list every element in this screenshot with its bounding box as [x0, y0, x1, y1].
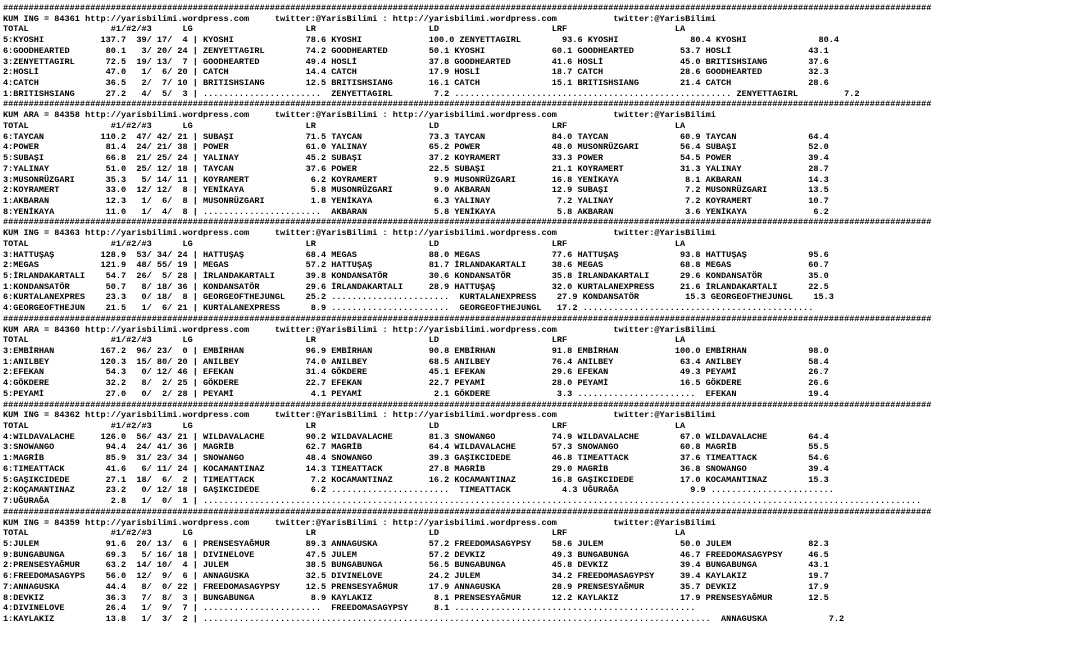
race-header-line: KUM ING = 84362 http://yarisbilimi.wordpress.com twitter:@YarisBilimi : http://yarisbilimi.wordpress.com twitter:@YarisBilimi: [3, 410, 716, 421]
race-row: 6:KURTALANEXPRES 23.3 0/ 18/ 8 | GEORGEOFTHEJUNGL 25.2 ....................... KURTALANEXPRESS 27.9 KONDANSATÖR 15.3 GEORGEOFTHEJUNGL 15.3: [3, 292, 834, 303]
race-row: 1:AKBARAN 12.3 1/ 6/ 8 | MUSONRÜZGARI 1.8 YENİKAYA 6.3 YALINAY 7.2 YALINAY 7.2 KOYRAMERT 10.7: [3, 195, 829, 206]
race-row: 3:HATTUŞAŞ 128.9 53/ 34/ 24 | HATTUŞAŞ 68.4 MEGAS 88.0 MEGAS 77.6 HATTUŞAŞ 93.8 HATTUŞAŞ 95.6: [3, 249, 829, 260]
race-row: 4:CATCH 36.5 2/ 7/ 10 | BRITISHSIANG 12.5 BRITISHSIANG 16.1 CATCH 15.1 BRITISHSIANG 21.4 CATCH 28.6: [3, 78, 829, 89]
race-row: 3:SNOWANGO 94.4 24/ 41/ 36 | MAGRİB 62.7 MAGRİB 64.4 WILDAVALACHE 57.3 SNOWANGO 60.8 MAGRİB 55.5: [3, 442, 829, 453]
race-row: 8:DEVKIZ 36.3 7/ 8/ 3 | BUNGABUNGA 8.9 KAYLAKIZ 8.1 PRENSESYAĞMUR 12.2 KAYLAKIZ 17.9 PRENSESYAĞMUR 12.5: [3, 592, 829, 603]
race-row: 4:POWER 81.4 24/ 21/ 38 | POWER 61.0 YALINAY 65.2 POWER 48.0 MUSONRÜZGARI 56.4 SUBAŞI 52.0: [3, 142, 829, 153]
race-row: 1:ANILBEY 120.3 15/ 80/ 20 | ANILBEY 74.0 ANILBEY 68.5 ANILBEY 76.4 ANILBEY 63.4 ANILBEY 58.4: [3, 356, 829, 367]
race-row: 7:ANNAGUSKA 44.4 8/ 0/ 22 | FREEDOMASAGYPSY 12.5 PRENSESYAĞMUR 17.9 ANNAGUSKA 28.9 PRENSESYAĞMUR 35.7 DEVKIZ 17.9: [3, 581, 829, 592]
race-row: 7:UĞURAĞA 2.8 1/ 0/ 1 | ............................................................................................................................................: [3, 496, 922, 507]
race-row: 6:TIMEATTACK 41.6 6/ 11/ 24 | KOCAMANTINAZ 14.3 TIMEATTACK 27.8 MAGRİB 29.0 MAGRİB 36.8 SNOWANGO 39.4: [3, 463, 829, 474]
race-header-line: KUM ING = 84359 http://yarisbilimi.wordpress.com twitter:@YarisBilimi : http://yarisbilimi.wordpress.com twitter:@YarisBilimi: [3, 517, 716, 528]
race-row: 5:GAŞIKCIDEDE 27.1 18/ 6/ 2 | TIMEATTACK 7.2 KOCAMANTINAZ 16.2 KOCAMANTINAZ 16.8 GAŞIKCIDEDE 17.0 KOCAMANTINAZ 15.3: [3, 474, 829, 485]
race-row: 6:TAYCAN 110.2 47/ 42/ 21 | SUBAŞI 71.5 TAYCAN 73.3 TAYCAN 84.0 TAYCAN 60.9 TAYCAN 64.4: [3, 131, 829, 142]
column-header-line: TOTAL #1/#2/#3 LG LR LD LRF LA: [3, 24, 686, 35]
race-row: 1:MAGRİB 85.9 31/ 23/ 34 | SNOWANGO 48.4 SNOWANGO 39.3 GAŞIKCIDEDE 46.8 TIMEATTACK 37.6 TIMEATTACK 54.6: [3, 453, 829, 464]
separator-line: #####################################################################################################################################################################################: [3, 217, 932, 228]
race-row: 5:PEYAMİ 27.0 0/ 2/ 28 | PEYAMİ 4.1 PEYAMİ 2.1 GÖKDERE 3.3 ....................... EFEKAN 19.4: [3, 388, 829, 399]
race-row: 2:KOÇAMANTINAZ 23.2 0/ 12/ 18 | GAŞIKCIDEDE 6.2 ....................... TIMEATTACK 4.3 UĞURAĞA 9.9 ........................: [3, 485, 834, 496]
race-row: 9:BUNGABUNGA 69.3 5/ 16/ 18 | DIVINELOVE 47.5 JULEM 57.2 DEVKIZ 49.3 BUNGABUNGA 46.7 FREEDOMASAGYPSY 46.5: [3, 549, 829, 560]
race-row: 2:HOSLİ 47.0 1/ 6/ 20 | CATCH 14.4 CATCH 17.9 HOSLİ 18.7 CATCH 28.6 GOODHEARTED 32.3: [3, 67, 829, 78]
column-header-line: TOTAL #1/#2/#3 LG LR LD LRF LA: [3, 528, 686, 539]
separator-line: #####################################################################################################################################################################################: [3, 313, 932, 324]
column-header-line: TOTAL #1/#2/#3 LG LR LD LRF LA: [3, 120, 686, 131]
race-row: 1:KAYLAKIZ 13.8 1/ 3/ 2 | ................................................................................................... ANNAGUSKA 7.2: [3, 613, 845, 624]
race-row: 4:DIVINELOVE 26.4 1/ 9/ 7 | ....................... FREEDOMASAGYPSY 8.1 ...............................................: [3, 603, 701, 614]
race-row: 2:KOYRAMERT 33.0 12/ 12/ 8 | YENİKAYA 5.8 MUSONRÜZGARI 9.0 AKBARAN 12.9 SUBAŞI 7.2 MUSONRÜZGARI 13.5: [3, 185, 829, 196]
race-row: 5:JULEM 91.6 20/ 13/ 6 | PRENSESYAĞMUR 89.3 ANNAGUSKA 57.2 FREEDOMASAGYPSY 58.6 JULEM 50.0 JULEM 82.3: [3, 538, 829, 549]
separator-line: #####################################################################################################################################################################################: [3, 3, 932, 13]
race-row: 3:MUSONRÜZGARI 35.3 5/ 14/ 11 | KOYRAMERT 6.2 KOYRAMERT 9.9 MUSONRÜZGARI 16.8 YENİKAYA 8.1 AKBARAN 14.3: [3, 174, 829, 185]
race-row: 5:İRLANDAKARTALI 54.7 26/ 5/ 28 | İRLANDAKARTALI 39.8 KONDANSATÖR 30.6 KONDANSATÖR 35.8 İRLANDAKARTALI 29.6 KONDANSATÖR 35.0: [3, 270, 829, 281]
race-row: 2:EFEKAN 54.3 0/ 12/ 46 | EFEKAN 31.4 GÖKDERE 45.1 EFEKAN 29.6 EFEKAN 49.3 PEYAMİ 26.7: [3, 367, 829, 378]
race-header-line: KUM ARA = 84358 http://yarisbilimi.wordpress.com twitter:@YarisBilimi : http://yarisbilimi.wordpress.com twitter:@YarisBilimi: [3, 110, 716, 121]
separator-line: #####################################################################################################################################################################################: [3, 506, 932, 517]
column-header-line: TOTAL #1/#2/#3 LG LR LD LRF LA: [3, 335, 686, 346]
race-row: 6:FREEDOMASAGYPS 56.0 12/ 9/ 6 | ANNAGUSKA 32.5 DIVINELOVE 24.2 JULEM 34.2 FREEDOMASAGYPSY 39.4 KAYLAKIZ 19.7: [3, 571, 829, 582]
race-row: 2:PRENSESYAĞMUR 63.2 14/ 10/ 4 | JULEM 38.5 BUNGABUNGA 56.5 BUNGABUNGA 45.8 DEVKIZ 39.4 BUNGABUNGA 43.1: [3, 560, 829, 571]
race-header-line: KUM ING = 84363 http://yarisbilimi.wordpress.com twitter:@YarisBilimi : http://yarisbilimi.wordpress.com twitter:@YarisBilimi: [3, 228, 716, 239]
race-row: 7:YALINAY 51.0 25/ 12/ 18 | TAYCAN 37.6 POWER 22.5 SUBAŞI 21.1 KOYRAMERT 31.3 YALINAY 28.7: [3, 163, 829, 174]
race-row: 8:YENİKAYA 11.0 1/ 4/ 8 | ....................... AKBARAN 5.8 YENİKAYA 5.8 AKBARAN 3.6 YENİKAYA 6.2: [3, 206, 829, 217]
race-row: 4:GEORGEOFTHEJUN 21.5 1/ 6/ 21 | KURTALANEXPRESS 8.9 ....................... GEORGEOFTHEJUNGL 17.2 .............................................: [3, 303, 814, 314]
race-row: 6:GOODHEARTED 80.1 3/ 20/ 24 | ZENYETTAGIRL 74.2 GOODHEARTED 50.1 KYOSHI 60.1 GOODHEARTED 53.7 HOSLİ 43.1: [3, 45, 829, 56]
race-row: 1:BRITISHSIANG 27.2 4/ 5/ 3 | ....................... ZENYETTAGIRL 7.2 ...................................................... ZENYETTAGIRL 7.2: [3, 88, 860, 99]
race-row: 4:WILDAVALACHE 126.0 56/ 43/ 21 | WILDAVALACHE 90.2 WILDAVALACHE 81.3 SNOWANGO 74.9 WILDAVALACHE 67.0 WILDAVALACHE 64.4: [3, 431, 829, 442]
race-row: 5:SUBAŞI 66.8 21/ 25/ 24 | YALINAY 45.2 SUBAŞI 37.2 KOYRAMERT 33.3 POWER 54.5 POWER 39.4: [3, 153, 829, 164]
separator-line: #####################################################################################################################################################################################: [3, 99, 932, 110]
race-row: 4:GÖKDERE 32.2 8/ 2/ 25 | GÖKDERE 22.7 EFEKAN 22.7 PEYAMİ 28.0 PEYAMİ 16.5 GÖKDERE 26.6: [3, 378, 829, 389]
race-row: 1:KONDANSATÖR 50.7 8/ 18/ 36 | KONDANSATÖR 29.6 İRLANDAKARTALI 28.9 HATTUŞAŞ 32.0 KURTALANEXPRESS 21.6 İRLANDAKARTALI 22.5: [3, 281, 829, 292]
race-row: 3:EMBİRHAN 167.2 96/ 23/ 0 | EMBİRHAN 96.9 EMBİRHAN 90.8 EMBİRHAN 91.8 EMBİRHAN 100.0 EMBİRHAN 98.0: [3, 346, 829, 356]
race-row: 2:MEGAS 121.9 48/ 55/ 19 | MEGAS 57.2 HATTUŞAŞ 81.7 İRLANDAKARTALI 38.6 MEGAS 68.8 MEGAS 60.7: [3, 260, 829, 271]
race-header-line: KUM ING = 84361 http://yarisbilimi.wordpress.com twitter:@YarisBilimi : http://yarisbilimi.wordpress.com twitter:@YarisBilimi: [3, 13, 716, 24]
race-row: 5:KYOSHI 137.7 39/ 17/ 4 | KYOSHI 78.6 KYOSHI 100.0 ZENYETTAGIRL 93.6 KYOSHI 80.4 KYOSHI 80.4: [3, 35, 840, 46]
race-row: 3:ZENYETTAGIRL 72.5 19/ 13/ 7 | GOODHEARTED 49.4 HOSLİ 37.8 GOODHEARTED 41.6 HOSLİ 45.0 BRITISHSIANG 37.6: [3, 56, 829, 67]
column-header-line: TOTAL #1/#2/#3 LG LR LD LRF LA: [3, 238, 686, 249]
race-header-line: KUM ARA = 84360 http://yarisbilimi.wordpress.com twitter:@YarisBilimi : http://yarisbilimi.wordpress.com twitter:@YarisBilimi: [3, 324, 716, 335]
column-header-line: TOTAL #1/#2/#3 LG LR LD LRF LA: [3, 421, 686, 432]
separator-line: #####################################################################################################################################################################################: [3, 399, 932, 410]
